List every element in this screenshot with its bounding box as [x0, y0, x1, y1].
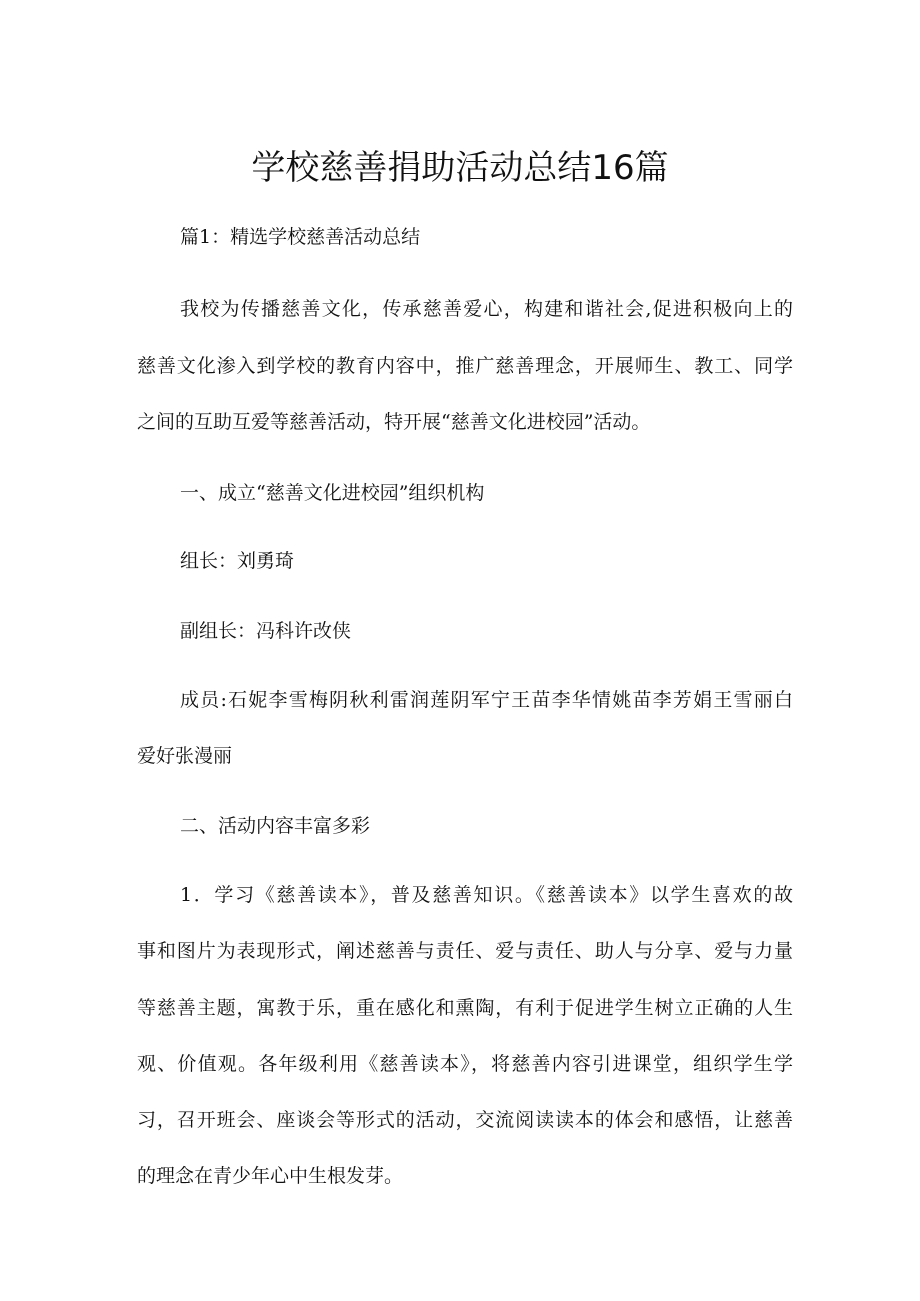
- paragraph-line: 的理念在青少年心中生根发芽。: [137, 1165, 404, 1187]
- section-heading-article-1: 篇1：精选学校慈善活动总结: [180, 226, 421, 248]
- leader-line: 组长：刘勇琦: [180, 550, 295, 572]
- section-heading-activities: 二、活动内容丰富多彩: [180, 815, 371, 837]
- paragraph-line: 习，召开班会、座谈会等形式的活动，交流阅读读本的体会和感悟，让慈善: [137, 1109, 793, 1131]
- section-heading-organization: 一、成立“慈善文化进校园”组织机构: [180, 482, 485, 504]
- paragraph-line: 我校为传播慈善文化，传承慈善爱心，构建和谐社会,促进积极向上的: [180, 298, 793, 320]
- paragraph-line: 之间的互助互爱等慈善活动，特开展“慈善文化进校园”活动。: [137, 411, 651, 433]
- paragraph-line: 慈善文化渗入到学校的教育内容中，推广慈善理念，开展师生、教工、同学: [137, 355, 793, 377]
- paragraph-line: 观、价值观。各年级利用《慈善读本》，将慈善内容引进课堂，组织学生学: [137, 1053, 793, 1075]
- members-line: 成员:石妮李雪梅阴秋利雷润莲阴军宁王苗李华情姚苗李芳娟王雪丽白: [180, 689, 793, 711]
- deputy-leader-line: 副组长：冯科许改侠: [180, 620, 352, 642]
- members-line-continued: 爱好张漫丽: [137, 745, 233, 767]
- document-title: 学校慈善捐助活动总结16篇: [251, 148, 669, 188]
- paragraph-line: 等慈善主题，寓教于乐，重在感化和熏陶，有利于促进学生树立正确的人生: [137, 997, 793, 1019]
- paragraph-line: 事和图片为表现形式，阐述慈善与责任、爱与责任、助人与分享、爱与力量: [137, 940, 793, 962]
- paragraph-line: 1．学习《慈善读本》，普及慈善知识。《慈善读本》以学生喜欢的故: [180, 884, 793, 906]
